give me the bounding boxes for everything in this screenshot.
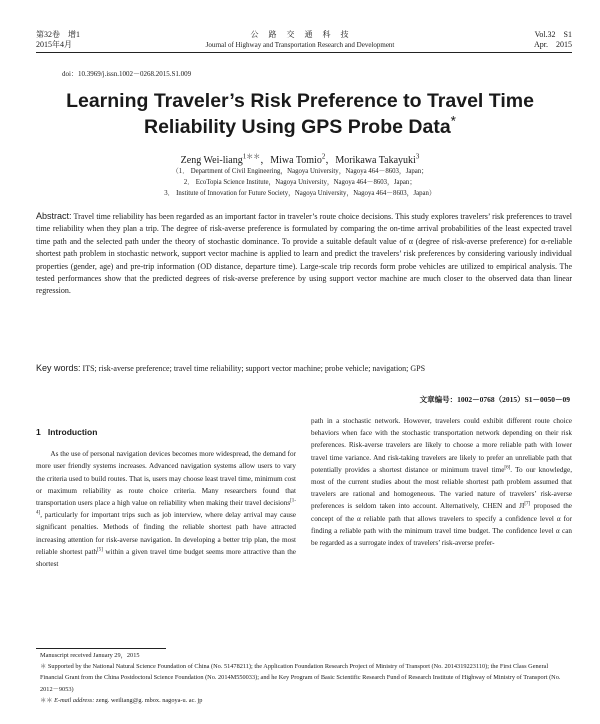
date-cn: 2015年4月	[36, 40, 72, 49]
paper-title	[0, 88, 600, 140]
keywords	[36, 362, 572, 375]
citation: [5]	[97, 547, 103, 553]
title-line-1: Learning Traveler’s Risk Preference to Travel Time	[66, 90, 534, 112]
footnote-rule	[36, 648, 166, 649]
author-1-sup: 1＊＊	[242, 152, 261, 161]
header-center	[0, 30, 600, 50]
keywords-label: Key words:	[36, 363, 81, 373]
affiliation-2: 2． EcoTopia Science Institute，Nagoya University，Nagoya 464－8603，Japan；	[183, 179, 417, 186]
keywords-text: ITS; risk-averse preference; travel time reliability; support vector machine; probe vehicle; navigation; GPS	[80, 364, 426, 373]
abstract	[36, 210, 572, 298]
citation: [7]	[524, 502, 531, 508]
citation: [1-4]	[36, 498, 296, 516]
author-3-sup: 3	[415, 152, 420, 161]
abstract-label: Abstract:	[36, 211, 72, 221]
received-date: Manuscript received January 29，2015	[40, 652, 140, 659]
header-rule	[36, 52, 572, 53]
author-2: Miwa Tomio	[270, 155, 322, 166]
affiliation-3: 3． Institute of Innovation for Future Society，Nagoya University，Nagoya 464－8603，Japan）	[164, 190, 436, 197]
intro-paragraph-right: path in a stochastic network. However, travelers could exhibit different route choice behaviors when face with the stochastic transportation network depending on their risk preferences. Risk-averse travelers are likely to choose a more reliable path with lower travel time variance. And risk-taking travelers are likely to prefer an unreliable path that potentially provides a shortest distance or minimum travel time[6]. To our knowledge, most of the current studies about the most reliable shortest path problem assumed that travelers are rational and homogeneous. The varied nature of travelers’ risk-averse preferences is seldom taken into account. Alternatively, CHEN and JI[7] proposed the concept of the α reliable path that allows travelers to specify a confidence level α for finding a reliable path with the minimum travel time budget. The confidence level α can be regarded as a surrogate index of travelers’ risk-averse prefer-	[311, 417, 572, 548]
intro-paragraph-left: As the use of personal navigation devices becomes more widespread, the demand for more user friendly systems increases. Advanced navigation systems allow users to vary the criteria used to build routes. That is, users may choose least travel time, minimum cost or maximum reliability as route choice criteria. Many researchers found that transportation users place a high value on reliability when making their travel decisions[1-4], particularly for important trips such as job interview, where delay arrival may cause significant penalties. Methods of finding the reliable shortest path have attracted increasing attention for risk-averse navigation. In developing a better trip plan, the most reliable shortest path[5] within a given travel time budget seems more attractive than the shortest	[36, 450, 296, 569]
left-column	[36, 426, 296, 570]
citation: [6]	[504, 465, 511, 471]
title-line-2: Reliability Using GPS Probe Data*	[144, 113, 456, 138]
author-1: Zeng Wei-liang	[180, 155, 243, 166]
author-2-sup: 2	[321, 152, 326, 161]
right-column	[311, 415, 572, 549]
abstract-text: Travel time reliability has been regarded as an important factor in traveler’s route choice decisions. This study explores travelers’ risk preferences to travel time reliability when they plan a trip. The degree of risk-averse preference is formulated by comparing the on-time arrival probabilities of the least expected travel time path and the selected path under the theory of stochastic dominance. To provide a suitable default value of α (degree of risk-averse preference) for α-reliable shortest path problem in stochastic network, support vector machine is applied to learn and predict the travelers’ risk preferences by considering variously individual properties (gender, age) and pre-trip information (OD distance, departure time). Large-scale trip records form probe vehicles are utilized to empirical analysis. The tested performances show that the predicted degrees of risk-averse preference by using support vector machine are much closer to the observed data than linear regression.	[36, 212, 572, 296]
email-note: ＊＊ E-mail address: zeng. weiliang@g. mbox. nagoya-u. ac. jp	[40, 696, 203, 704]
doi: doi：10.3969/j.issn.1002－0268.2015.S1.009	[62, 70, 192, 78]
journal-en: Journal of Highway and Transportation Research and Development	[205, 41, 395, 49]
author-list: Zeng Wei-liang$^{1**}$，Miwa Tomio$^2$，Morikawa Takayuki$^3$	[180, 152, 420, 166]
header-right	[534, 30, 572, 50]
affiliation-1: （1． Department of Civil Engineering，Nagoya University，Nagoya 464－8603，Japan；	[172, 168, 428, 175]
affiliations	[0, 166, 600, 199]
volume-cn: 第32卷 增1	[36, 30, 80, 39]
section-heading: 1 Introduction	[36, 427, 98, 437]
funding-note: ＊ Supported by the National Natural Science Foundation of China (No. 51478211); the Application Foundation Research Project of Ministry of Transport (No. 2014319223110); the First Class General Financial Grant from the China Postdoctoral Science Foundation (No. 2014M550033); and he Key Program of Basic Scientific Research Fund of Research Institute of Highway of Ministry of Transport (No. 2012－9053)	[40, 663, 561, 693]
footnotes	[40, 650, 572, 706]
date-en: Apr. 2015	[534, 40, 572, 49]
journal-cn: 公 路 交 通 科 技	[250, 30, 350, 39]
author-3: Morikawa Takayuki	[335, 155, 416, 166]
article-number: 文章编号：1002－0768（2015）S1－0050－09	[419, 395, 570, 404]
title-footnote-mark: *	[450, 113, 456, 129]
volume-en: Vol.32 S1	[534, 30, 572, 39]
